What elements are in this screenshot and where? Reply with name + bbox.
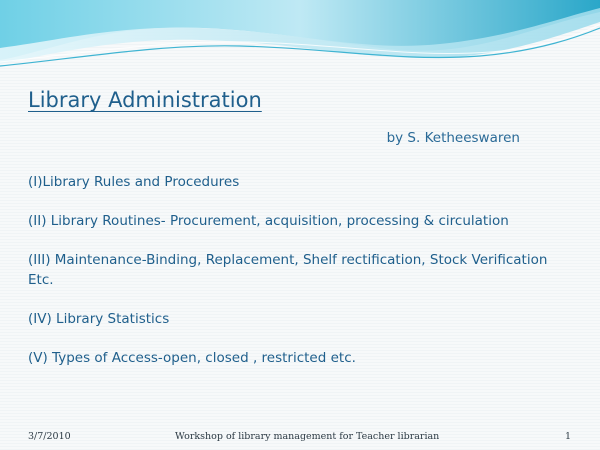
footer-date: 3/7/2010	[28, 431, 71, 442]
header-wave-decoration	[0, 0, 600, 80]
slide-title: Library Administration	[28, 88, 262, 112]
topic-item: (III) Maintenance-Binding, Replacement, Shelf rectification, Stock Verification Etc.	[28, 252, 548, 288]
author-line: by S. Ketheeswaren	[386, 130, 520, 146]
footer-title: Workshop of library management for Teacher librarian	[175, 431, 440, 442]
topic-item: (IV) Library Statistics	[28, 311, 170, 327]
topic-list	[28, 172, 573, 387]
slide-number: 1	[565, 431, 572, 442]
topic-item: (V) Types of Access-open, closed , restricted etc.	[28, 350, 356, 366]
topic-item: (I)Library Rules and Procedures	[28, 174, 240, 190]
topic-item: (II) Library Routines- Procurement, acquisition, processing & circulation	[28, 213, 509, 229]
